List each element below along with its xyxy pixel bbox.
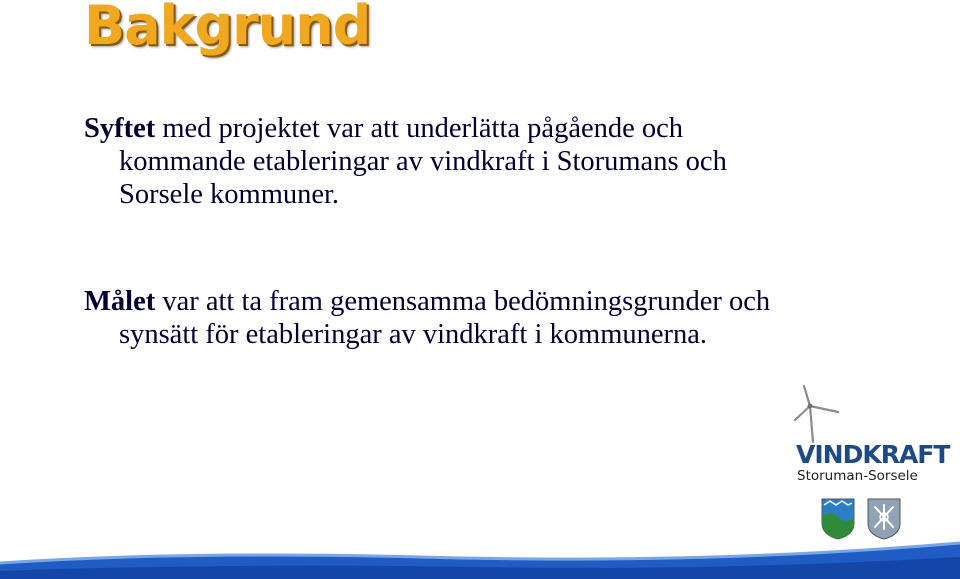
purpose-line-3: Sorsele kommuner. — [119, 179, 340, 210]
purpose-line-1 — [84, 112, 727, 145]
wind-turbine-icon — [790, 384, 850, 444]
purpose-lead: Syftet — [84, 113, 156, 144]
logo-wordmark: VINDKRAFT — [796, 440, 950, 469]
goal-paragraph — [84, 285, 770, 351]
logo-subtitle: Storuman-Sorsele — [797, 468, 918, 484]
goal-line-2: synsätt för etableringar av vindkraft i kommunerna. — [119, 319, 708, 350]
goal-lead: Målet — [84, 286, 156, 317]
goal-line-1 — [84, 285, 770, 318]
slide-title: Bakgrund — [84, 0, 371, 57]
purpose-line-1-rest: med projektet var att underlätta pågående och — [155, 113, 684, 144]
footer-wave — [0, 535, 960, 579]
goal-line-1-rest: var att ta fram gemensamma bedömningsgrunder och — [155, 286, 771, 317]
purpose-paragraph — [84, 112, 727, 211]
purpose-line-2: kommande etableringar av vindkraft i Storumans och — [119, 146, 727, 177]
